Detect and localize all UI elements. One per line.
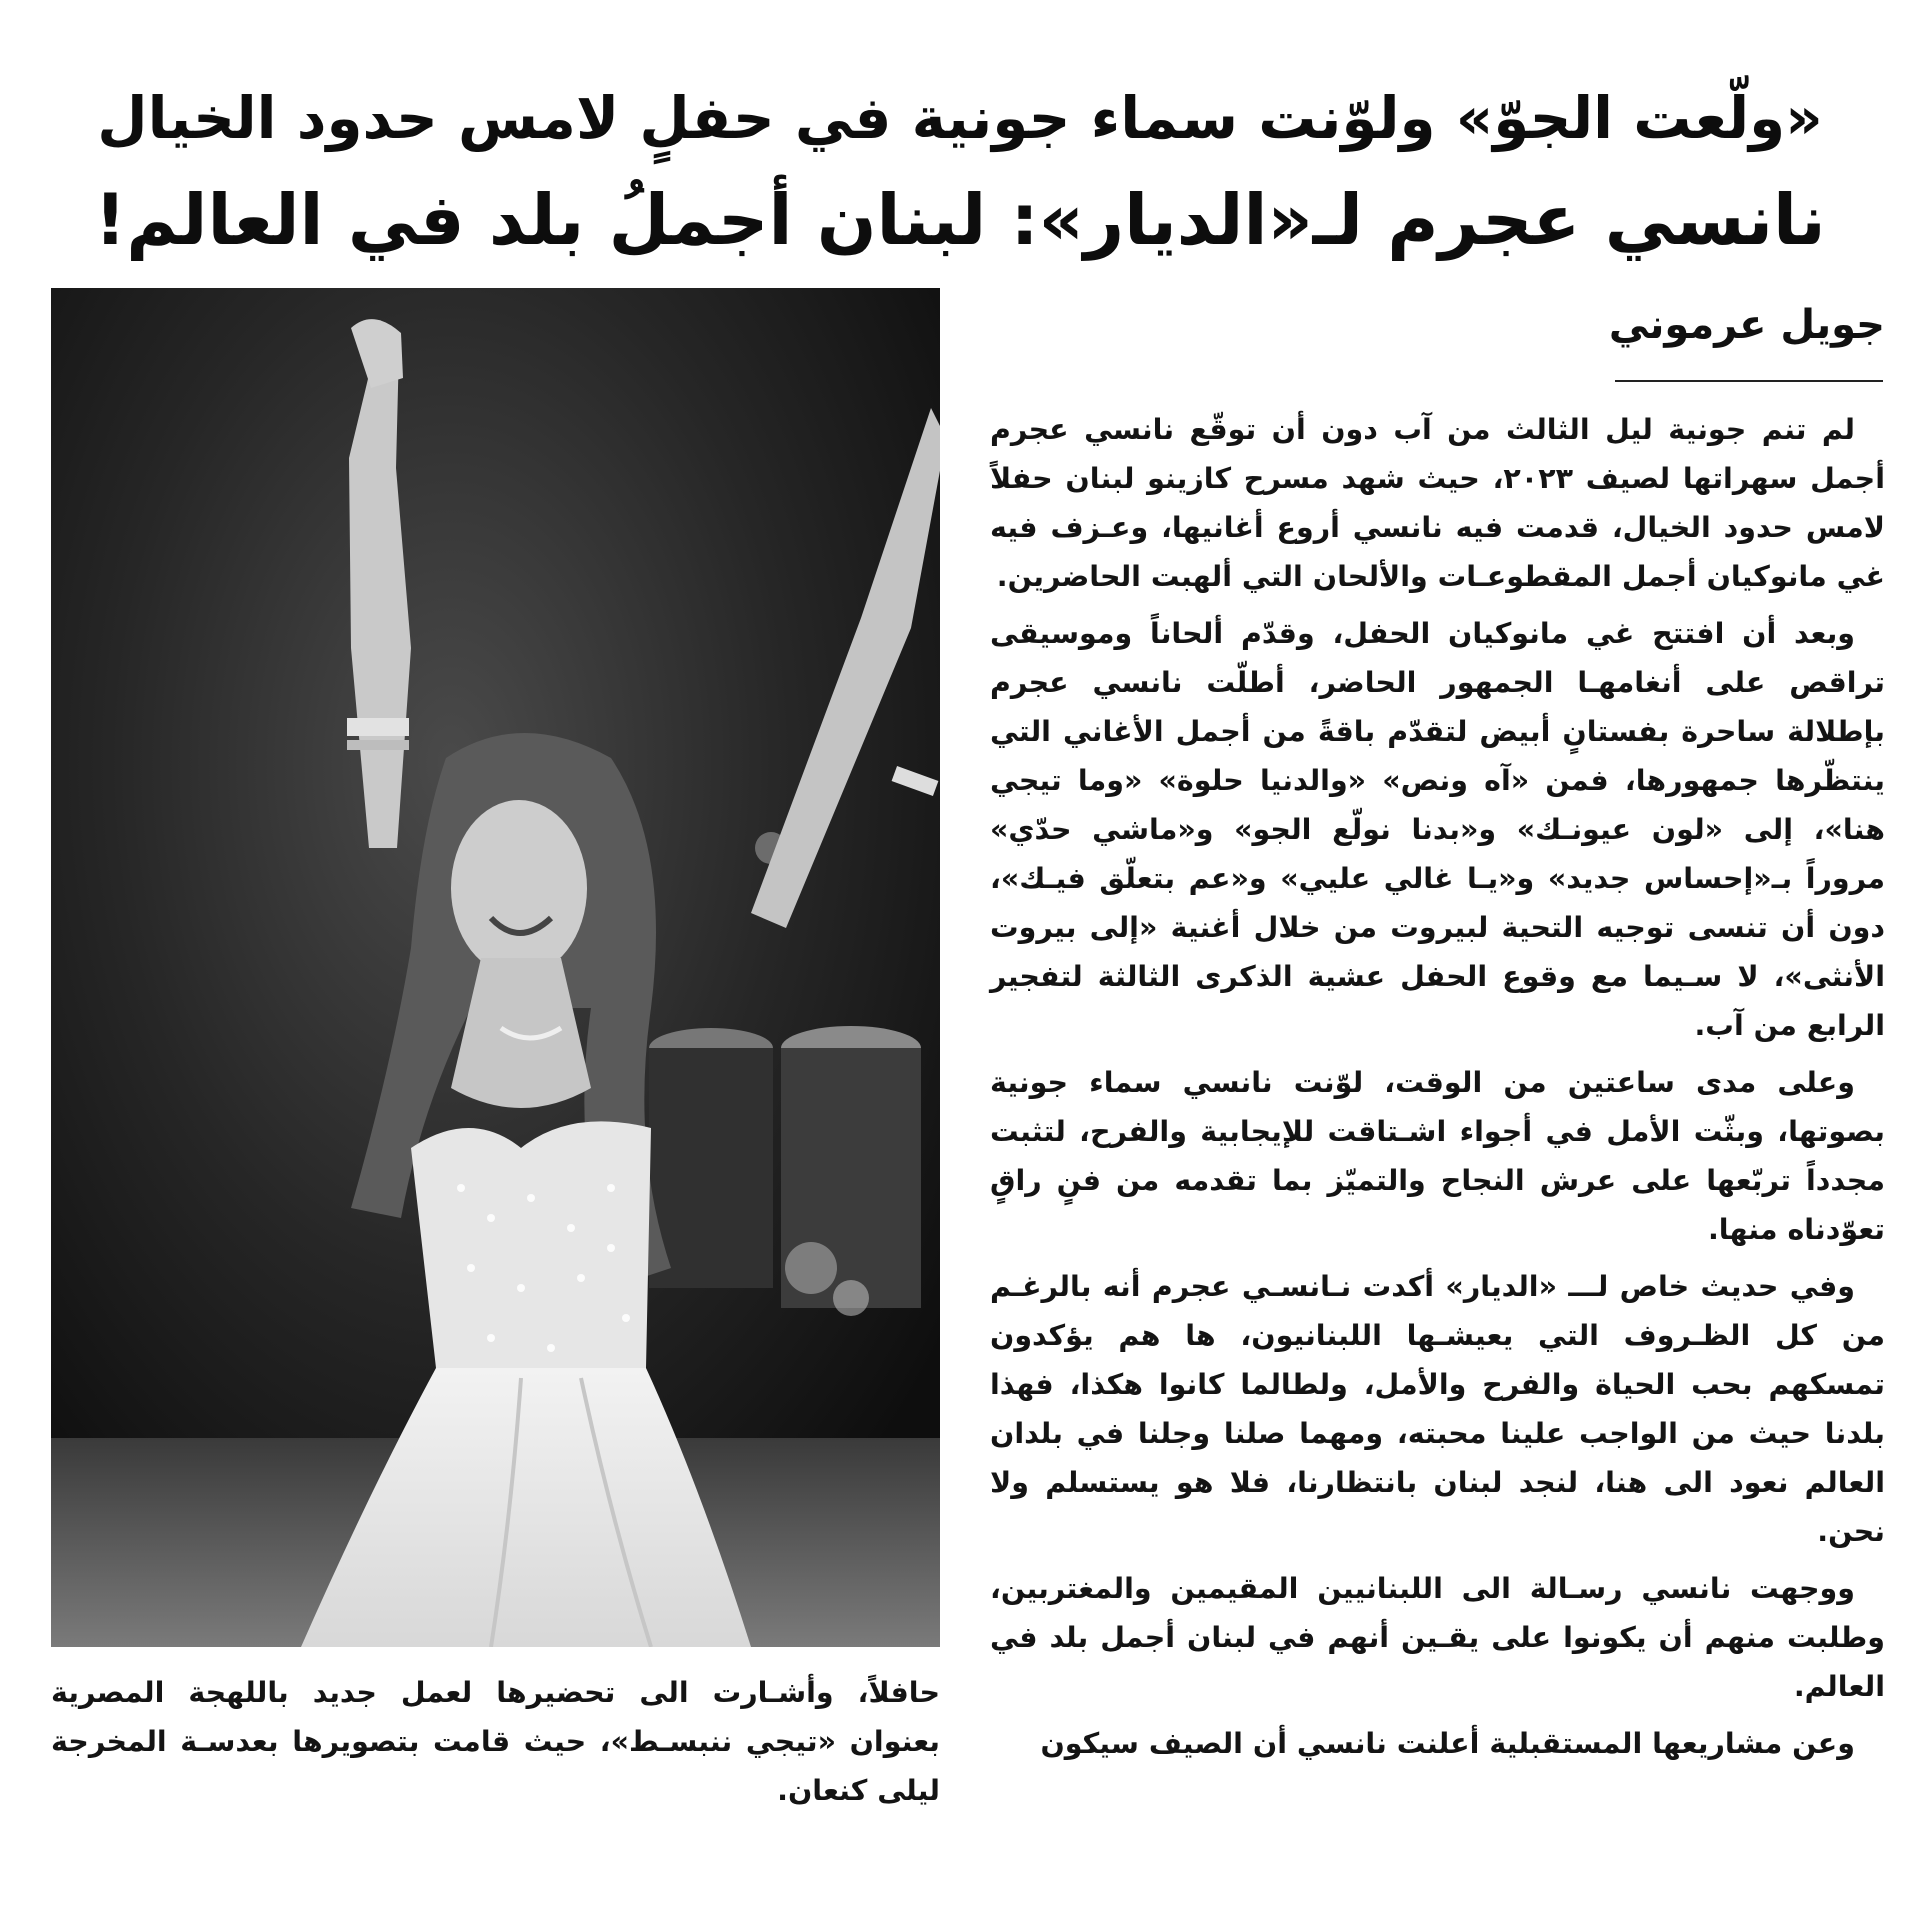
headline-line-2: نانسي عجرم لـ«الديار»: لبنان أجملُ بلد في العالم! <box>94 179 1826 261</box>
headline-line-1: «ولّعت الجوّ» ولوّنت سماء جونية في حفلٍ لامس حدود الخيال <box>97 84 1823 152</box>
paragraph: لم تنم جونية ليل الثالث من آب دون أن توقّع نانسي عجرم أجمل سهراتها لصيف ٢٠٢٣، حيث شهد مسرح كازينو لبنان حفلاً لامس حدود الخيال، قدمت فيه نانسي أروع أغانيها، وعـزف فيه غي مانوكيان أجمل المقطوعـات والألحان التي ألهبت الحاضرين. <box>990 413 1885 593</box>
article-continuation <box>51 1668 940 1815</box>
paragraph: وعن مشاريعها المستقبلية أعلنت نانسي أن الصيف سيكون <box>1040 1727 1855 1760</box>
byline-divider <box>1615 380 1883 382</box>
byline: جويل عرموني <box>1608 302 1885 348</box>
paragraph: وبعد أن افتتح غي مانوكيان الحفل، وقدّم ألحاناً وموسيقى تراقص على أنغامهـا الجمهور الحاضر، أطلّت نانسي عجرم بإطلالة ساحرة بفستانٍ أبيض لتقدّم باقةً من أجمل الأغاني التي ينتظّرها جمهورها، فمن «آه ونص» «والدنيا حلوة» «وما تيجي هنا»، إلى «لون عيونـك» و«بدنا نولّع الجو» و«ماشي حدّي» مروراً بـ«إحساس جديد» و«يـا غالي عليي» و«عم بتعلّق فيـك»، دون أن تنسى توجيه التحية لبيروت من خلال أغنية «إلى بيروت الأنثى»، لا سـيما مع وقوع الحفل عشية الذكرى الثالثة لتفجير الرابع من آب. <box>990 617 1885 1042</box>
article-body <box>990 405 1885 1776</box>
continuation-text: حافلاً، وأشـارت الى تحضيرها لعمل جديد باللهجة المصرية بعنوان «تيجي ننبسـط»، حيث قامت بتصويرها بعدسـة المخرجة ليلى كنعان. <box>51 1676 940 1807</box>
singer-photo <box>51 288 940 1647</box>
paragraph: وعلى مدى ساعتين من الوقت، لوّنت نانسي سماء جونية بصوتها، وبثّت الأمل في أجواء اشـتاقت للإيجابية والفرح، لتثبت مجدداً تربّعها على عرش النجاح والتميّز بما تقدمه من فنٍ راقٍ تعوّدناه منها. <box>990 1066 1885 1246</box>
paragraph: ووجهت نانسي رسـالة الى اللبنانيين المقيمين والمغتربين، وطلبت منهم أن يكونوا على يقـين أنهم في لبنان أجمل بلد في العالم. <box>990 1572 1885 1703</box>
paragraph: وفي حديث خاص لـــ «الديار» أكدت نـانسـي عجرم أنه بالرغـم من كل الظـروف التي يعيشـها اللبنانيون، ها هم يؤكدون تمسكهم بحب الحياة والفرح والأمل، ولطالما كانوا هكذا، فهذا بلدنا حيث من الواجب علينا محبته، ومهما صلنا وجلنا في بلدان العالم نعود الى هنا، لنجد لبنان بانتظارنا، فلا هو يستسلم ولا نحن. <box>990 1270 1885 1548</box>
